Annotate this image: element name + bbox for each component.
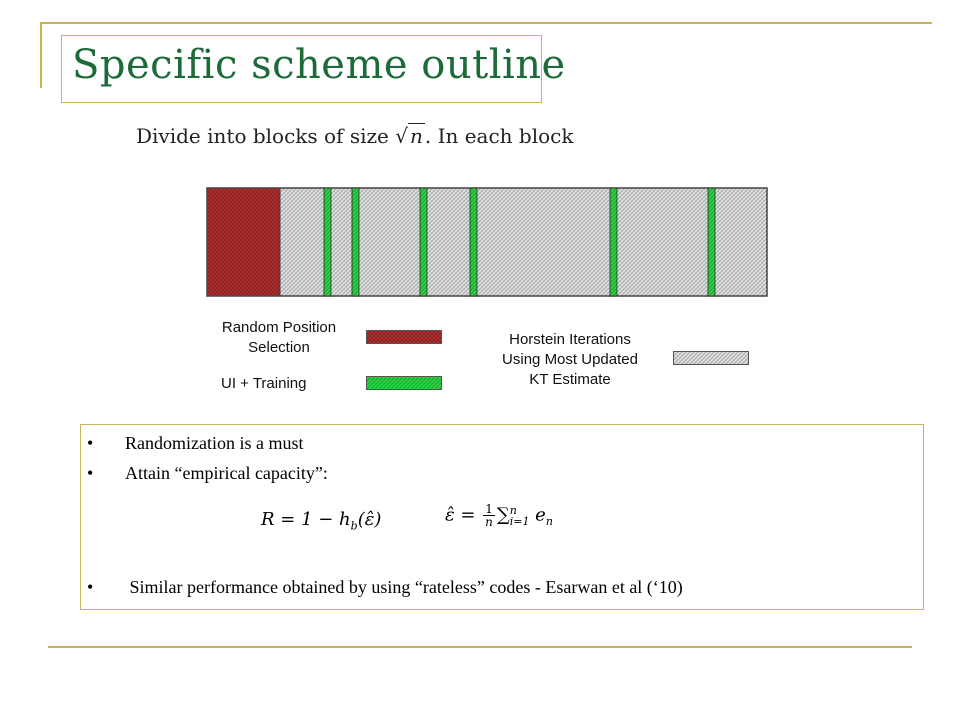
title-box (61, 35, 566, 103)
slide-title: Specific scheme outline (72, 42, 566, 88)
sqrt-expression: √ n (395, 124, 423, 148)
left-decorative-rule (40, 22, 42, 88)
bullet-item-2: • Attain “empirical capacity”: (87, 463, 328, 483)
bottom-decorative-rule (48, 646, 912, 648)
heading-suffix: . In each block (424, 124, 574, 148)
bullet-item-1: • Randomization is a must (87, 433, 304, 453)
horstein-block-region (207, 188, 767, 296)
top-decorative-rule (40, 22, 932, 24)
heading-prefix: Divide into blocks of size (136, 124, 396, 148)
legend-random-position-label: Random Position Selection (221, 319, 337, 356)
sqrt-variable: n (409, 124, 423, 148)
bullet-list-box (80, 424, 924, 610)
ui-training-bar (470, 188, 477, 296)
legend-horstein-swatch (673, 351, 749, 365)
bullet-item-3: • Similar performance obtained by using “rateless” codes - Esarwan et al (‘10) (87, 577, 683, 597)
ui-training-bar (708, 188, 715, 296)
formula-rate: $R = 1 - h_b(\varepsilon̂)$ (261, 509, 382, 533)
legend-ui-training-label: UI + Training (221, 375, 307, 392)
formula-epsilon: ε̂ = $\frac{1}{n}$ ∑ n i=1 $e_n$ (445, 502, 553, 529)
legend-horstein-label: Horstein Iterations Using Most Updated KT Estimate (502, 331, 638, 388)
ui-training-bar (352, 188, 359, 296)
ui-training-bar (324, 188, 331, 296)
block-diagram (206, 187, 768, 297)
ui-training-bar (420, 188, 427, 296)
figure-heading (136, 124, 573, 148)
ui-training-bar (610, 188, 617, 296)
legend-random-position-swatch (366, 330, 442, 344)
legend-ui-training-swatch (366, 376, 442, 390)
random-position-region (207, 188, 280, 296)
